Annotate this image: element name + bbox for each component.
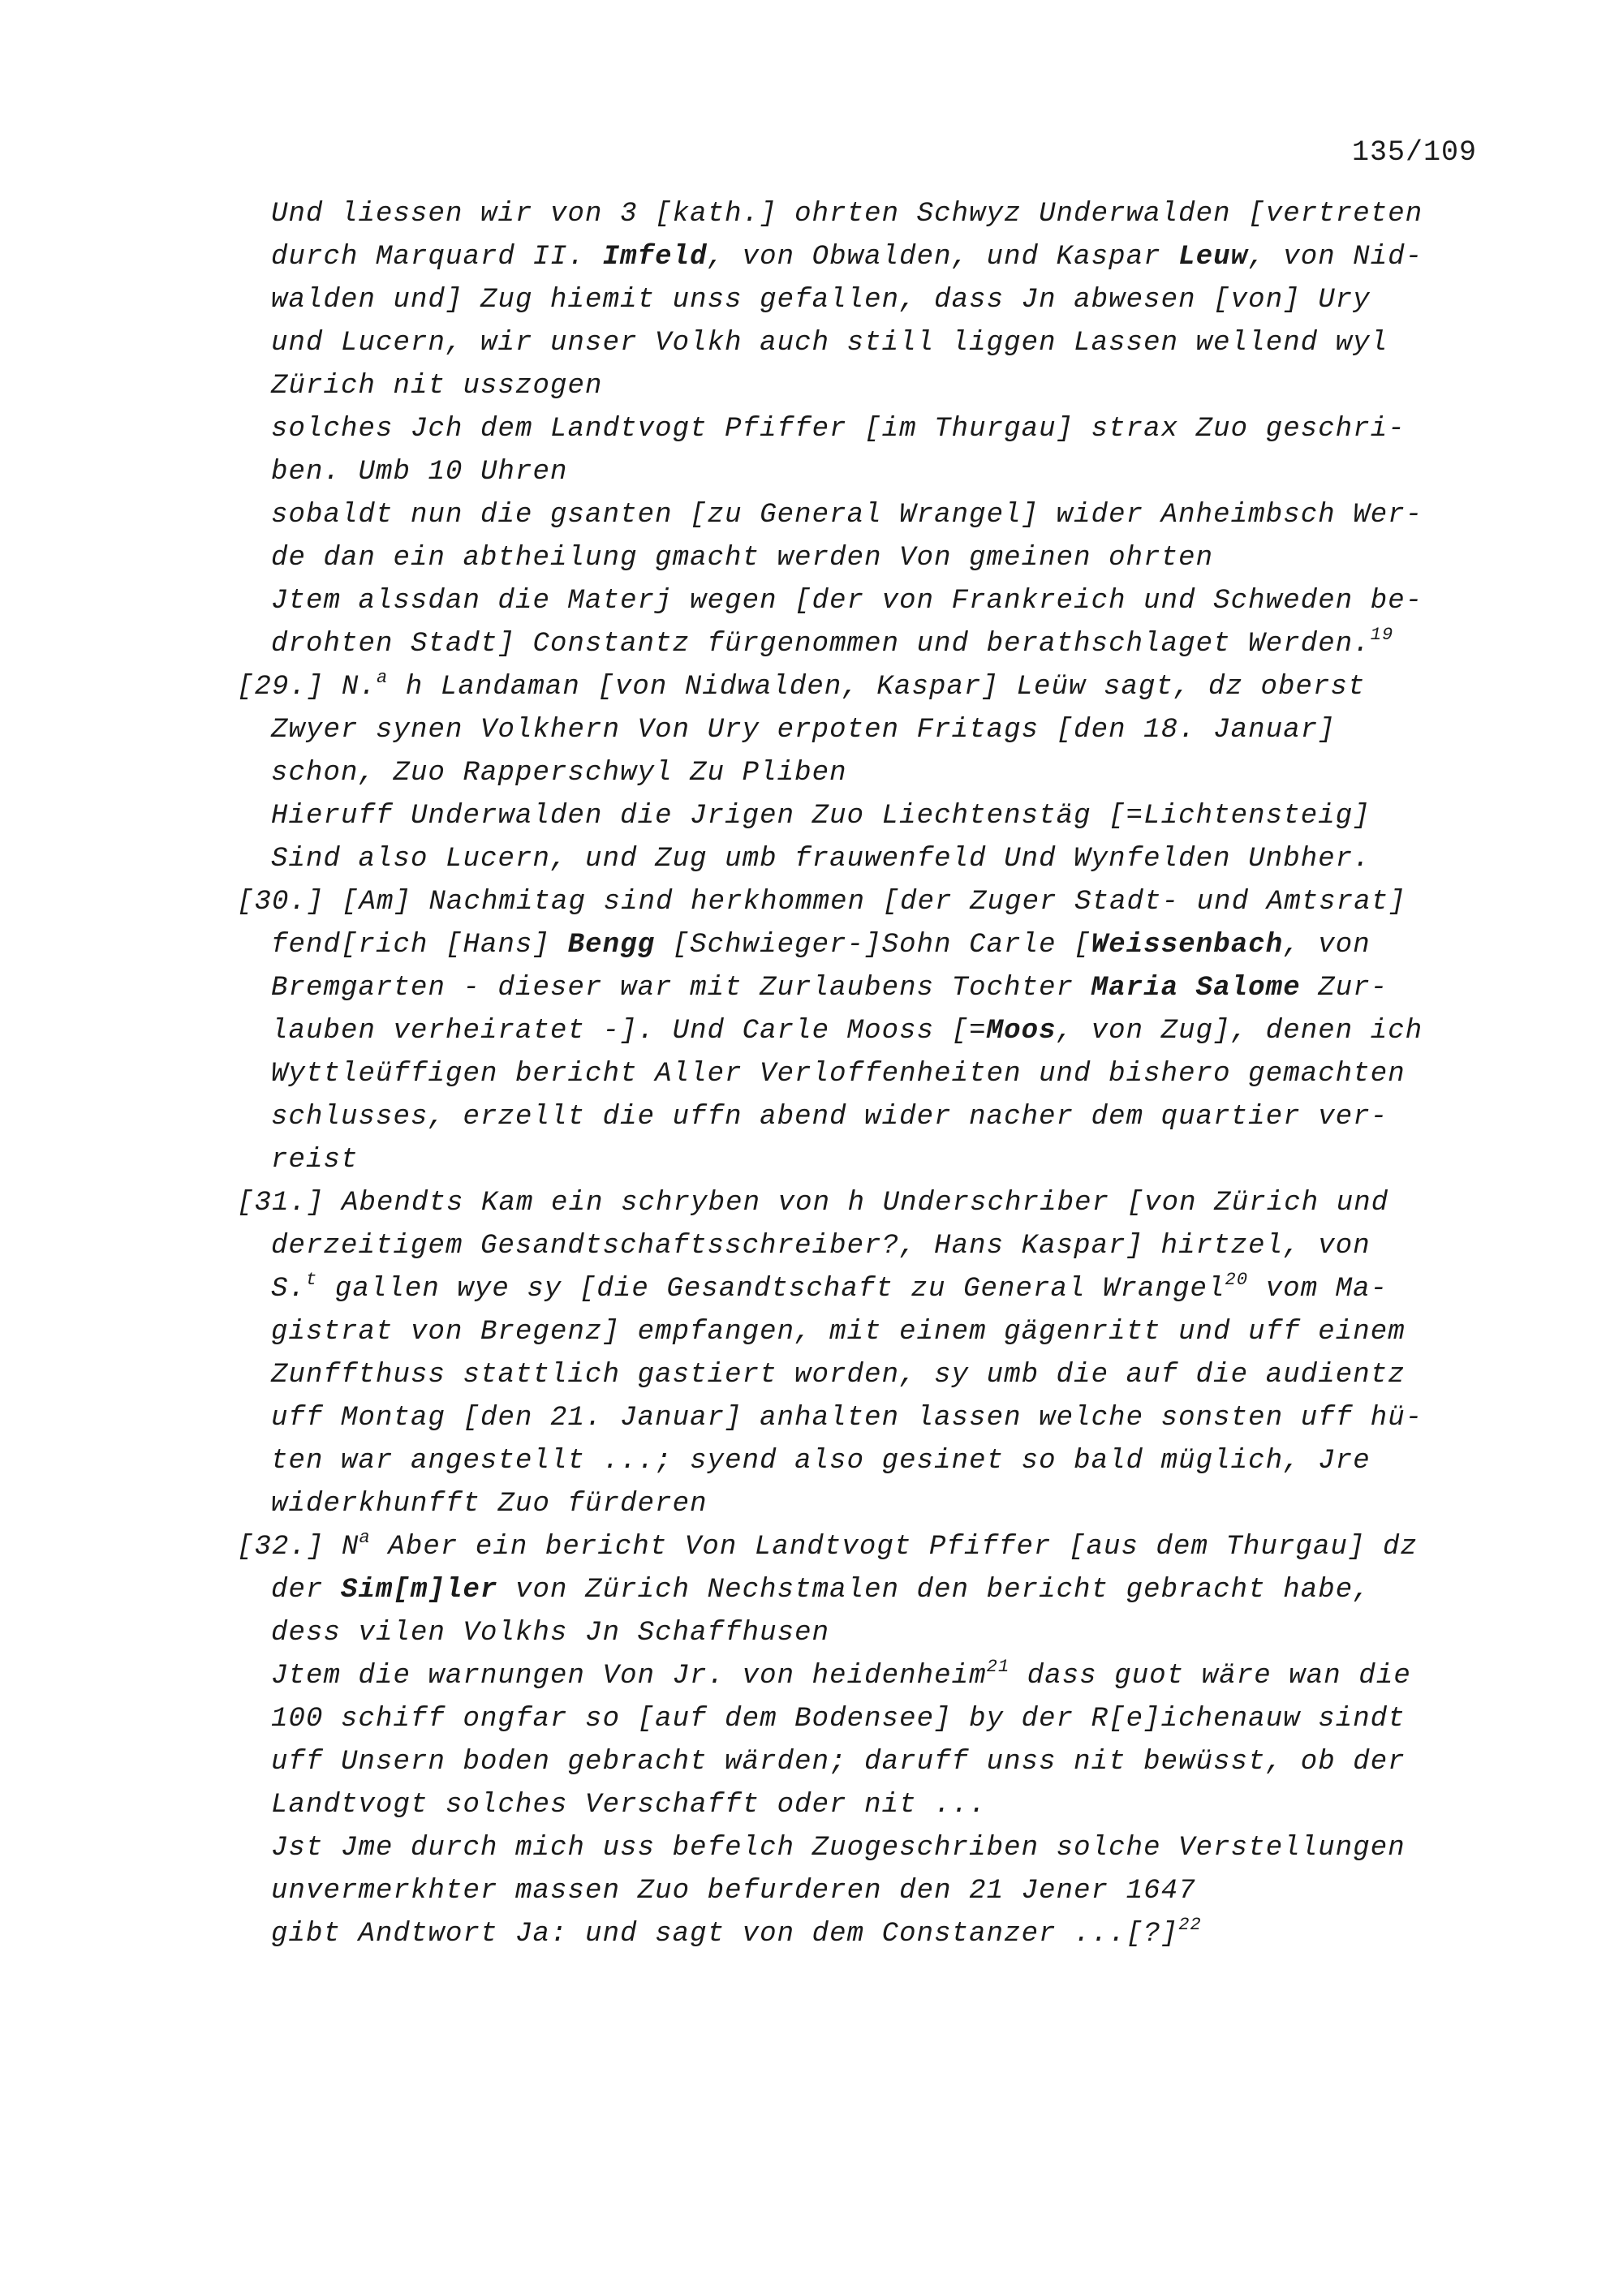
entry-first-line <box>237 666 1487 709</box>
text-run: Landtvogt solches Verschafft oder nit ... <box>271 1790 987 1821</box>
text-run: widerkhunfft Zuo fürderen <box>271 1489 708 1520</box>
text-run: gallen wye sy [die Gesandtschaft zu General Wrangel <box>317 1274 1225 1305</box>
person-name-bold: Moos <box>986 1016 1057 1047</box>
text-run: solches Jch dem Landtvogt Pfiffer [im Thurgau] strax Zuo geschri- <box>271 414 1406 445</box>
text-run: von Zürich Nechstmalen den bericht gebracht habe, <box>497 1575 1371 1606</box>
text-line <box>237 537 1487 580</box>
person-name-bold: Leuw <box>1178 242 1249 273</box>
text-line <box>237 1913 1487 1956</box>
text-run: S. <box>271 1274 307 1305</box>
text-line <box>237 1354 1487 1397</box>
entry-first-line <box>237 1182 1487 1225</box>
text-line <box>237 1096 1487 1139</box>
footnote-marker: 20 <box>1225 1270 1249 1290</box>
text-run: gistrat von Bregenz] empfangen, mit einem gägenritt und uff einem <box>271 1317 1406 1348</box>
text-line <box>237 1483 1487 1526</box>
text-line <box>237 623 1487 666</box>
text-run: Aber ein bericht Von Landtvogt Pfiffer [aus dem Thurgau] dz <box>370 1532 1419 1563</box>
text-line <box>237 279 1487 322</box>
text-line <box>237 1827 1487 1870</box>
text-run: Zur- <box>1300 973 1388 1004</box>
text-line <box>237 1741 1487 1784</box>
text-run: , von Zug], denen ich <box>1056 1016 1423 1047</box>
footnote-marker: t <box>306 1270 318 1290</box>
text-run: , von Obwalden, und Kaspar <box>707 242 1179 273</box>
text-run: Sind also Lucern, und Zug umb frauwenfeld Und Wynfelden Unbher. <box>271 844 1371 875</box>
text-line <box>237 1139 1487 1182</box>
text-line <box>237 494 1487 537</box>
text-run: und Lucern, wir unser Volkh auch still liggen Lassen wellend wyl <box>271 328 1388 359</box>
text-line <box>237 1225 1487 1268</box>
text-run: [31.] Abendts Kam ein schryben von h Underschriber [von Zürich und <box>237 1188 1389 1219</box>
text-run: Jtem die warnungen Von Jr. von heidenheim <box>271 1661 987 1692</box>
person-name-bold: Weissenbach <box>1091 930 1284 961</box>
text-line <box>237 1698 1487 1741</box>
text-run: h Landaman [von Nidwalden, Kaspar] Leüw sagt, dz oberst <box>388 672 1366 703</box>
text-line <box>237 1784 1487 1827</box>
footnote-marker: a <box>377 668 389 688</box>
document-text <box>237 193 1487 1956</box>
text-run: uff Unsern boden gebracht wärden; daruff unss nit bewüsst, ob der <box>271 1747 1406 1778</box>
text-run: vom Ma- <box>1248 1274 1388 1305</box>
text-run: walden und] Zug hiemit unss gefallen, dass Jn abwesen [von] Ury <box>271 285 1371 316</box>
text-run: Zürich nit usszogen <box>271 371 603 402</box>
entry-first-line <box>237 1526 1487 1569</box>
text-run: [32.] N <box>237 1532 359 1563</box>
footnote-marker: a <box>359 1528 371 1548</box>
text-run: dass guot wäre wan die <box>1010 1661 1411 1692</box>
text-line <box>237 365 1487 408</box>
text-run: schlusses, erzellt die uffn abend wider nacher dem quartier ver- <box>271 1102 1388 1133</box>
text-run: lauben verheiratet -]. Und Carle Mooss [= <box>271 1016 987 1047</box>
text-run: unvermerkhter massen Zuo befurderen den 21 Jener 1647 <box>271 1876 1196 1907</box>
text-line <box>237 795 1487 838</box>
text-run: Bremgarten - dieser war mit Zurlaubens Tochter <box>271 973 1091 1004</box>
text-run: Und liessen wir von 3 [kath.] ohrten Schwyz Underwalden [vertreten <box>271 199 1423 230</box>
text-line <box>237 1440 1487 1483</box>
text-run: [Schwieger-]Sohn Carle [ <box>655 930 1091 961</box>
text-run: Wyttleüffigen bericht Aller Verloffenheiten und bishero gemachten <box>271 1059 1406 1090</box>
text-line <box>237 1870 1487 1913</box>
text-run: reist <box>271 1145 359 1176</box>
text-run: Jst Jme durch mich uss befelch Zuogeschriben solche Verstellungen <box>271 1833 1406 1864</box>
text-run: Jtem alssdan die Materj wegen [der von Frankreich und Schweden be- <box>271 586 1423 617</box>
text-run: sobaldt nun die gsanten [zu General Wrangel] wider Anheimbsch Wer- <box>271 500 1423 531</box>
person-name-bold: Imfeld <box>602 242 708 273</box>
text-run: uff Montag [den 21. Januar] anhalten lassen welche sonsten uff hü- <box>271 1403 1423 1434</box>
text-run: , von <box>1283 930 1371 961</box>
text-line <box>237 1655 1487 1698</box>
text-line <box>237 451 1487 494</box>
text-run: de dan ein abtheilung gmacht werden Von gmeinen ohrten <box>271 543 1214 574</box>
text-run: [29.] N. <box>237 672 377 703</box>
text-run: drohten Stadt] Constantz fürgenommen und berathschlaget Werden. <box>271 629 1371 660</box>
page-number: 135/109 <box>1351 136 1477 169</box>
text-run: Hieruff Underwalden die Jrigen Zuo Liechtenstäg [=Lichtensteig] <box>271 801 1371 832</box>
text-run: dess vilen Volkhs Jn Schaffhusen <box>271 1618 830 1649</box>
text-run: schon, Zuo Rapperschwyl Zu Pliben <box>271 758 847 789</box>
text-line <box>237 1053 1487 1096</box>
text-run: , von Nid- <box>1248 242 1423 273</box>
text-line <box>237 580 1487 623</box>
text-run: fend[rich [Hans] <box>271 930 568 961</box>
text-run: ben. Umb 10 Uhren <box>271 457 568 488</box>
text-line <box>237 408 1487 451</box>
text-line <box>237 709 1487 752</box>
person-name-bold: Bengg <box>567 930 656 961</box>
text-run: der <box>271 1575 342 1606</box>
footnote-marker: 21 <box>986 1657 1010 1677</box>
text-line <box>237 924 1487 967</box>
text-run: Zwyer synen Volkhern Von Ury erpoten Fritags [den 18. Januar] <box>271 715 1336 746</box>
entry-first-line <box>237 881 1487 924</box>
text-run: 100 schiff ongfar so [auf dem Bodensee] by der R[e]ichenauw sindt <box>271 1704 1406 1735</box>
text-line <box>237 967 1487 1010</box>
text-line <box>237 1268 1487 1311</box>
text-line <box>237 193 1487 236</box>
text-run: [30.] [Am] Nachmitag sind herkhommen [der Zuger Stadt- und Amtsrat] <box>237 887 1406 918</box>
text-run: durch Marquard II. <box>271 242 603 273</box>
footnote-marker: 22 <box>1178 1915 1202 1935</box>
text-run: Zunffthuss stattlich gastiert worden, sy umb die auf die audientz <box>271 1360 1406 1391</box>
text-line <box>237 322 1487 365</box>
text-line <box>237 752 1487 795</box>
person-name-bold: Sim[m]ler <box>341 1575 498 1606</box>
text-line <box>237 1010 1487 1053</box>
text-line <box>237 1612 1487 1655</box>
text-line <box>237 1397 1487 1440</box>
text-run: gibt Andtwort Ja: und sagt von dem Constanzer ...[?] <box>271 1919 1179 1950</box>
footnote-marker: 19 <box>1370 625 1394 645</box>
text-run: derzeitigem Gesandtschaftsschreiber?, Hans Kaspar] hirtzel, von <box>271 1231 1371 1262</box>
text-line <box>237 1569 1487 1612</box>
text-run: ten war angestellt ...; syend also gesinet so bald müglich, Jre <box>271 1446 1371 1477</box>
text-line <box>237 838 1487 881</box>
text-line <box>237 236 1487 279</box>
text-line <box>237 1311 1487 1354</box>
person-name-bold: Maria Salome <box>1091 973 1301 1004</box>
